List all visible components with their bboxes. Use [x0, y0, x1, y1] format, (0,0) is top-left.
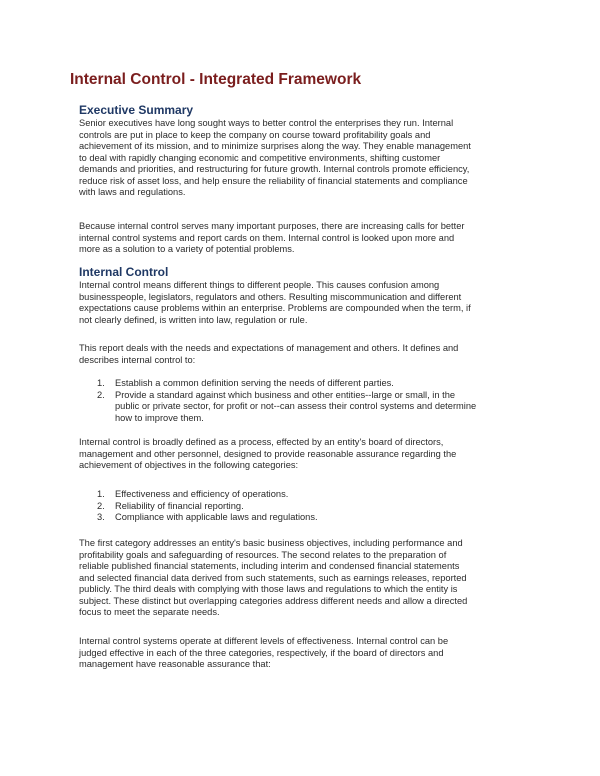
paragraph-line: to deal with rapidly changing economic and competitive environments, shifting customer [79, 152, 441, 163]
objective-categories-list [79, 489, 519, 524]
paragraph-line: achievement of objectives in the following categories: [79, 460, 299, 470]
paragraph-line: publicly. The third deals with complying with those laws and regulations to which the entity is [79, 584, 458, 594]
paragraph-line: more as a solution to a variety of potential problems. [79, 244, 295, 254]
list-item-number: 1. [97, 378, 105, 388]
page-title: Internal Control - Integrated Framework [70, 71, 362, 88]
paragraph-line: achievement of its mission, and to minimize surprises along the way. They enable management [79, 141, 471, 151]
section-heading-executive-summary: Executive Summary [79, 103, 194, 117]
list-item-line: how to improve them. [115, 412, 204, 423]
list-item [79, 489, 519, 501]
list-item [79, 512, 519, 524]
list-item [79, 390, 519, 425]
paragraph-line: subject. These distinct but overlapping categories address different needs and allow a directed [79, 595, 468, 606]
paragraph-line: Internal control is broadly defined as a process, effected by an entity's board of directors, [79, 437, 444, 447]
list-item-line: Establish a common definition serving the needs of different parties. [115, 378, 394, 388]
internal-control-paragraph-3 [79, 437, 519, 472]
paragraph-line: describes internal control to: [79, 354, 196, 365]
paragraph-line: internal control systems and report cards on them. Internal control is looked upon more and [79, 232, 455, 243]
paragraph-line: and selected financial data derived from such statements, such as earnings releases, reported [79, 572, 467, 583]
paragraph-line: Internal control systems operate at different levels of effectiveness. Internal control can be [79, 636, 449, 646]
paragraph-line: Internal control means different things to different people. This causes confusion among [79, 280, 440, 290]
paragraph-line: reliable published financial statements, including interim and condensed financial statements [79, 561, 460, 571]
paragraph-line: The first category addresses an entity's basic business objectives, including performance and [79, 538, 463, 548]
list-item-number: 2. [97, 500, 105, 511]
internal-control-paragraph-4 [79, 538, 519, 619]
list-item [79, 378, 519, 390]
list-item-line: Reliability of financial reporting. [115, 500, 244, 511]
internal-control-paragraph-5 [79, 636, 519, 671]
paragraph-line: Senior executives have long sought ways to better control the enterprises they run. Internal [79, 118, 454, 128]
list-item-line: Effectiveness and efficiency of operations. [115, 489, 289, 499]
paragraph-line: judged effective in each of the three categories, respectively, if the board of directors and [79, 647, 444, 658]
list-item-number: 3. [97, 512, 105, 522]
paragraph-line: profitability goals and safeguarding of resources. The second relates to the preparation of [79, 549, 447, 560]
internal-control-paragraph-1 [79, 280, 519, 326]
list-item [79, 501, 519, 513]
paragraph-line: focus to meet the separate needs. [79, 607, 220, 617]
definition-purpose-list [79, 378, 519, 424]
executive-summary-paragraph-1 [79, 118, 519, 199]
paragraph-line: businesspeople, legislators, regulators and others. Resulting miscommunication and different [79, 291, 462, 302]
paragraph-line: This report deals with the needs and expectations of management and others. It defines and [79, 343, 459, 353]
list-item-number: 1. [97, 489, 105, 499]
paragraph-line: management and other personnel, designed to provide reasonable assurance regarding the [79, 448, 457, 459]
paragraph-line: Because internal control serves many important purposes, there are increasing calls for better [79, 221, 465, 231]
list-item-line: public or private sector, for profit or not--can assess their control systems and determine [115, 401, 477, 411]
paragraph-line: controls are put in place to keep the company on course toward profitability goals and [79, 129, 431, 140]
list-item-line: Provide a standard against which business and other entities--large or small, in the [115, 389, 456, 400]
list-item-line: Compliance with applicable laws and regulations. [115, 512, 318, 522]
paragraph-line: demands and priorities, and restructuring for future growth. Internal controls promote efficiency, [79, 164, 470, 174]
internal-control-paragraph-2 [79, 343, 519, 366]
paragraph-line: management have reasonable assurance that: [79, 659, 271, 669]
paragraph-line: not clearly defined, is written into law, regulation or rule. [79, 314, 308, 325]
executive-summary-paragraph-2 [79, 221, 519, 256]
paragraph-line: with laws and regulations. [79, 187, 186, 197]
paragraph-line: expectations cause problems within an enterprise. Problems are compounded when the term, if [79, 303, 471, 313]
section-heading-internal-control: Internal Control [79, 265, 169, 279]
paragraph-line: reduce risk of asset loss, and help ensure the reliability of financial statements and compliance [79, 175, 468, 186]
list-item-number: 2. [97, 389, 105, 400]
